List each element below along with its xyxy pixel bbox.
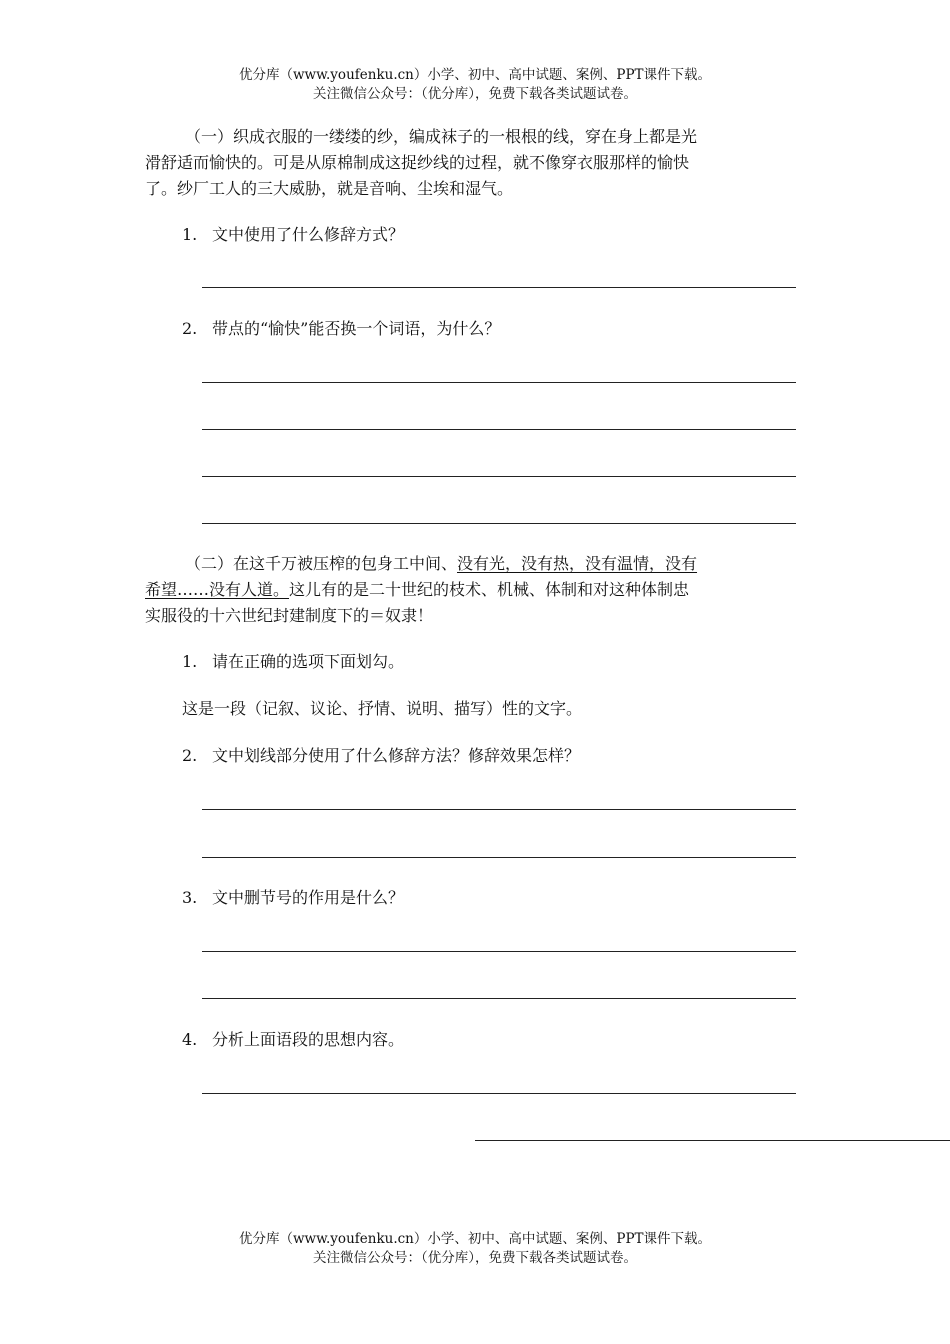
question-text: 文中使用了什么修辞方式？ [212, 225, 405, 244]
passage-one-line-3: 了。纱厂工人的三大威胁，就是音响、尘埃和湿气。 [145, 179, 514, 198]
question-number: 2. [182, 319, 198, 338]
passage-one-line-2: 滑舒适而愉快的。可是从原棉制成这捉纱线的过程，就不像穿衣服那样的愉快 [145, 153, 690, 172]
question-number: 2. [182, 746, 198, 765]
underlined-phrase: 希望……没有人道。 [145, 580, 290, 599]
underlined-phrase: 没有光，没有热，没有温情，没有 [457, 554, 698, 573]
page-header-line-2: 关注微信公众号：（优分库），免费下载各类试题试卷。 [313, 86, 637, 102]
question-2-4 [182, 1029, 404, 1051]
answer-line[interactable] [202, 287, 796, 288]
question-number: 1. [182, 225, 198, 244]
passage-one [145, 124, 797, 202]
question-1-1 [182, 224, 404, 246]
passage-two-line-2 [145, 577, 797, 603]
question-number: 4. [182, 1030, 198, 1049]
answer-line[interactable] [202, 476, 796, 477]
answer-line[interactable] [202, 809, 796, 810]
answer-line[interactable] [202, 429, 796, 430]
question-text: 分析上面语段的思想内容。 [212, 1030, 405, 1049]
question-2-2 [182, 745, 580, 767]
question-2-3 [182, 887, 404, 909]
passage-two-line-2-plain: 这儿有的是二十世纪的枝术、机械、体制和对这种体制忠 [289, 580, 690, 599]
passage-two-line-1 [145, 551, 797, 577]
answer-line[interactable] [202, 382, 796, 383]
page-header-line-1: 优分库（www.youfenku.cn）小学、初中、高中试题、案例、PPT课件下载。 [238, 67, 712, 83]
section-divider [475, 1140, 950, 1141]
answer-line[interactable] [202, 1093, 796, 1094]
passage-two-line-1-plain: （二）在这千万被压榨的包身工中间、 [185, 554, 458, 573]
answer-line[interactable] [202, 523, 796, 524]
question-number: 1. [182, 652, 198, 671]
question-text: 文中划线部分使用了什么修辞方法？修辞效果怎样？ [212, 746, 581, 765]
page-footer-line-1: 优分库（www.youfenku.cn）小学、初中、高中试题、案例、PPT课件下载。 [238, 1231, 712, 1247]
question-text: 请在正确的选项下面划勾。 [212, 652, 405, 671]
passage-two-line-3: 实服役的十六世纪封建制度下的＝奴隶！ [145, 606, 434, 625]
page-footer-line-2: 关注微信公众号：（优分库），免费下载各类试题试卷。 [313, 1250, 637, 1266]
question-1-2 [182, 318, 500, 340]
answer-line[interactable] [202, 857, 796, 858]
question-2-1 [182, 651, 404, 673]
passage-one-line-1: （一）织成衣服的一缕缕的纱，编成袜子的一根根的线，穿在身上都是光 [185, 127, 698, 146]
passage-two [145, 551, 797, 629]
choice-sentence[interactable]: 这是一段（记叙、议论、抒情、说明、描写）性的文字。 [182, 699, 583, 718]
answer-line[interactable] [202, 998, 796, 999]
question-text: 文中删节号的作用是什么？ [212, 888, 405, 907]
question-number: 3. [182, 888, 198, 907]
question-text: 带点的“愉快”能否换一个词语，为什么？ [212, 319, 501, 338]
answer-line[interactable] [202, 951, 796, 952]
